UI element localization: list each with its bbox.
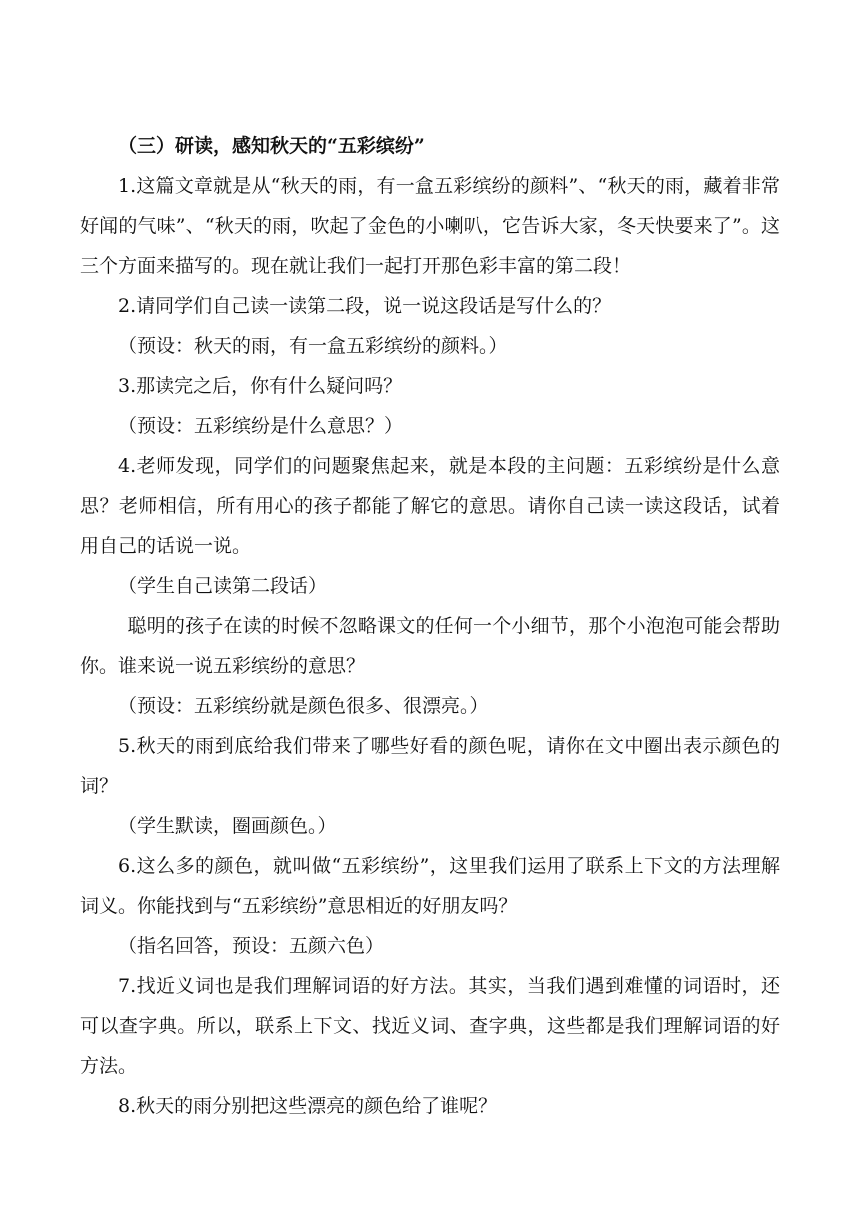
paragraph-1: 1.这篇文章就是从“秋天的雨，有一盒五彩缤纷的颜料”、“秋天的雨，藏着非常好闻的气味”、“秋天的雨，吹起了金色的小喇叭，它告诉大家，冬天快要来了”。这三个方面来描写的。现在就让我们一起打开那色彩丰富的第二段！ <box>80 175 780 277</box>
paragraph-7: （学生自己读第二段话） <box>118 575 328 597</box>
paragraph-13: （指名回答，预设：五颜六色） <box>118 935 385 957</box>
paragraph-10: 5.秋天的雨到底给我们带来了哪些好看的颜色呢，请你在文中圈出表示颜色的词？ <box>80 735 780 797</box>
paragraph-14: 7.找近义词也是我们理解词语的好方法。其实，当我们遇到难懂的词语时，还可以查字典。所以，联系上下文、找近义词、查字典，这些都是我们理解词语的好方法。 <box>80 975 780 1077</box>
section-heading: （三）研读，感知秋天的“五彩缤纷” <box>118 135 425 157</box>
paragraph-6: 4.老师发现，同学们的问题聚焦起来，就是本段的主问题：五彩缤纷是什么意思？老师相信，所有用心的孩子都能了解它的意思。请你自己读一读这段话，试着用自己的话说一说。 <box>80 455 780 557</box>
paragraph-8: 聪明的孩子在读的时候不忽略课文的任何一个小细节，那个小泡泡可能会帮助你。谁来说一说五彩缤纷的意思？ <box>80 615 780 677</box>
paragraph-9: （预设：五彩缤纷就是颜色很多、很漂亮。） <box>118 695 489 717</box>
paragraph-2: 2.请同学们自己读一读第二段，说一说这段话是写什么的？ <box>118 295 612 317</box>
paragraph-3: （预设：秋天的雨，有一盒五彩缤纷的颜料。） <box>118 335 508 357</box>
paragraph-5: （预设：五彩缤纷是什么意思？） <box>118 415 404 437</box>
paragraph-12: 6.这么多的颜色，就叫做“五彩缤纷”，这里我们运用了联系上下文的方法理解词义。你能找到与“五彩缤纷”意思相近的好朋友吗？ <box>80 855 780 917</box>
paragraph-11: （学生默读，圈画颜色。） <box>118 815 337 837</box>
paragraph-4: 3.那读完之后，你有什么疑问吗？ <box>118 375 403 397</box>
paragraph-15: 8.秋天的雨分别把这些漂亮的颜色给了谁呢？ <box>118 1095 498 1117</box>
